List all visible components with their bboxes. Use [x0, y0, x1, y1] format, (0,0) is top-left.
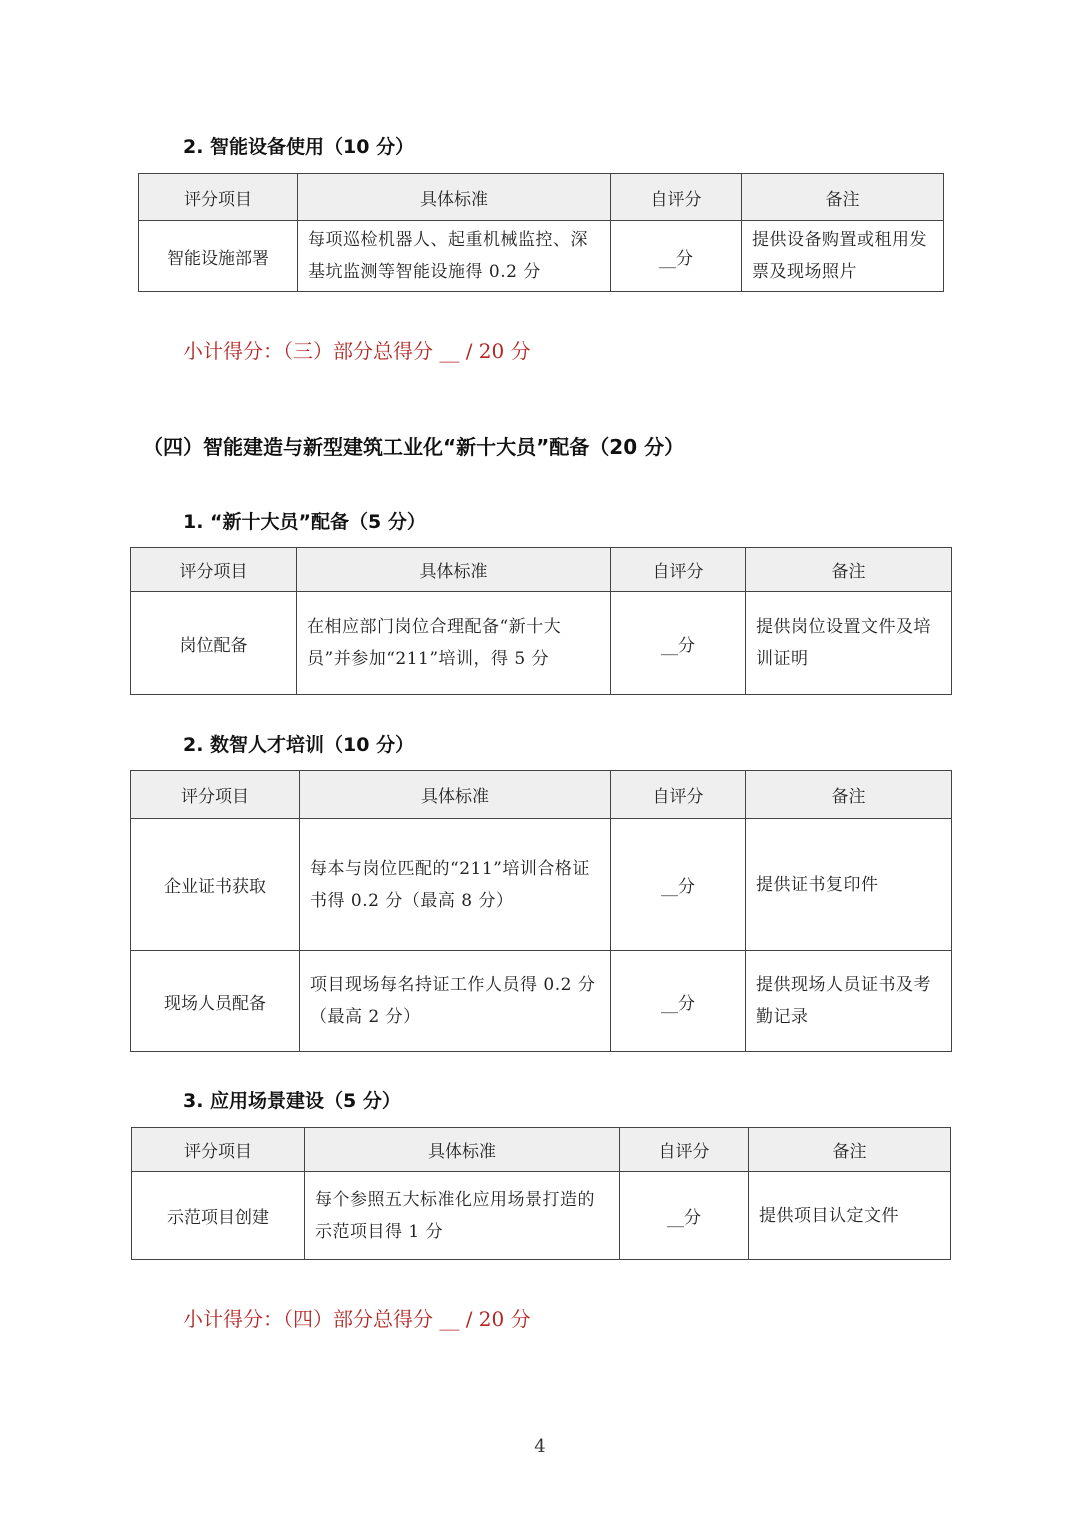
application-scenario-table: [131, 1127, 951, 1260]
table-row: [139, 221, 944, 292]
header-note: 备注: [742, 174, 944, 221]
self-score-field[interactable]: __分: [611, 819, 746, 951]
row-note: 提供设备购置或租用发票及现场照片: [742, 221, 944, 292]
header-criteria: 具体标准: [298, 174, 611, 221]
self-score-field[interactable]: __分: [611, 592, 746, 695]
row-item: 智能设施部署: [139, 221, 298, 292]
header-item: 评分项目: [132, 1128, 305, 1172]
header-item: 评分项目: [131, 771, 300, 819]
row-criteria: 每项巡检机器人、起重机械监控、深基坑监测等智能设施得 0.2 分: [298, 221, 611, 292]
row-note: 提供现场人员证书及考勤记录: [746, 951, 952, 1052]
row-item: 企业证书获取: [131, 819, 300, 951]
header-note: 备注: [746, 548, 952, 592]
staffing-table: [130, 547, 952, 695]
table-header-row: [132, 1128, 951, 1172]
header-note: 备注: [749, 1128, 951, 1172]
row-note: 提供岗位设置文件及培训证明: [746, 592, 952, 695]
table-row: [131, 819, 952, 951]
table-header-row: [139, 174, 944, 221]
page-number: 4: [534, 1436, 546, 1457]
self-score-field[interactable]: __分: [611, 221, 742, 292]
header-self-score: 自评分: [611, 771, 746, 819]
self-score-field[interactable]: __分: [620, 1172, 749, 1260]
row-criteria: 每本与岗位匹配的“211”培训合格证书得 0.2 分（最高 8 分）: [300, 819, 611, 951]
header-self-score: 自评分: [620, 1128, 749, 1172]
row-item: 现场人员配备: [131, 951, 300, 1052]
talent-training-table: [130, 770, 952, 1052]
section4-title: （四）智能建造与新型建筑工业化“新十大员”配备（20 分）: [143, 435, 685, 459]
smart-equipment-table: [138, 173, 944, 292]
table-row: [131, 592, 952, 695]
row-item: 岗位配备: [131, 592, 297, 695]
section4-subtotal: 小计得分：（四）部分总得分 __ / 20 分: [183, 1307, 531, 1331]
row-item: 示范项目创建: [132, 1172, 305, 1260]
table-row: [132, 1172, 951, 1260]
header-criteria: 具体标准: [300, 771, 611, 819]
header-criteria: 具体标准: [305, 1128, 620, 1172]
section3-sub2-title: 2. 智能设备使用（10 分）: [183, 136, 415, 158]
table-row: [131, 951, 952, 1052]
row-criteria: 每个参照五大标准化应用场景打造的示范项目得 1 分: [305, 1172, 620, 1260]
self-score-field[interactable]: __分: [611, 951, 746, 1052]
row-criteria: 项目现场每名持证工作人员得 0.2 分（最高 2 分）: [300, 951, 611, 1052]
row-criteria: 在相应部门岗位合理配备“新十大员”并参加“211”培训，得 5 分: [297, 592, 611, 695]
section4-sub1-title: 1. “新十大员”配备（5 分）: [183, 511, 426, 533]
section4-sub3-title: 3. 应用场景建设（5 分）: [183, 1090, 401, 1112]
header-note: 备注: [746, 771, 952, 819]
table-header-row: [131, 548, 952, 592]
row-note: 提供项目认定文件: [749, 1172, 951, 1260]
header-criteria: 具体标准: [297, 548, 611, 592]
table-header-row: [131, 771, 952, 819]
row-note: 提供证书复印件: [746, 819, 952, 951]
header-self-score: 自评分: [611, 548, 746, 592]
section4-sub2-title: 2. 数智人才培训（10 分）: [183, 734, 415, 756]
header-item: 评分项目: [131, 548, 297, 592]
section3-subtotal: 小计得分：（三）部分总得分 __ / 20 分: [183, 339, 531, 363]
header-self-score: 自评分: [611, 174, 742, 221]
header-item: 评分项目: [139, 174, 298, 221]
